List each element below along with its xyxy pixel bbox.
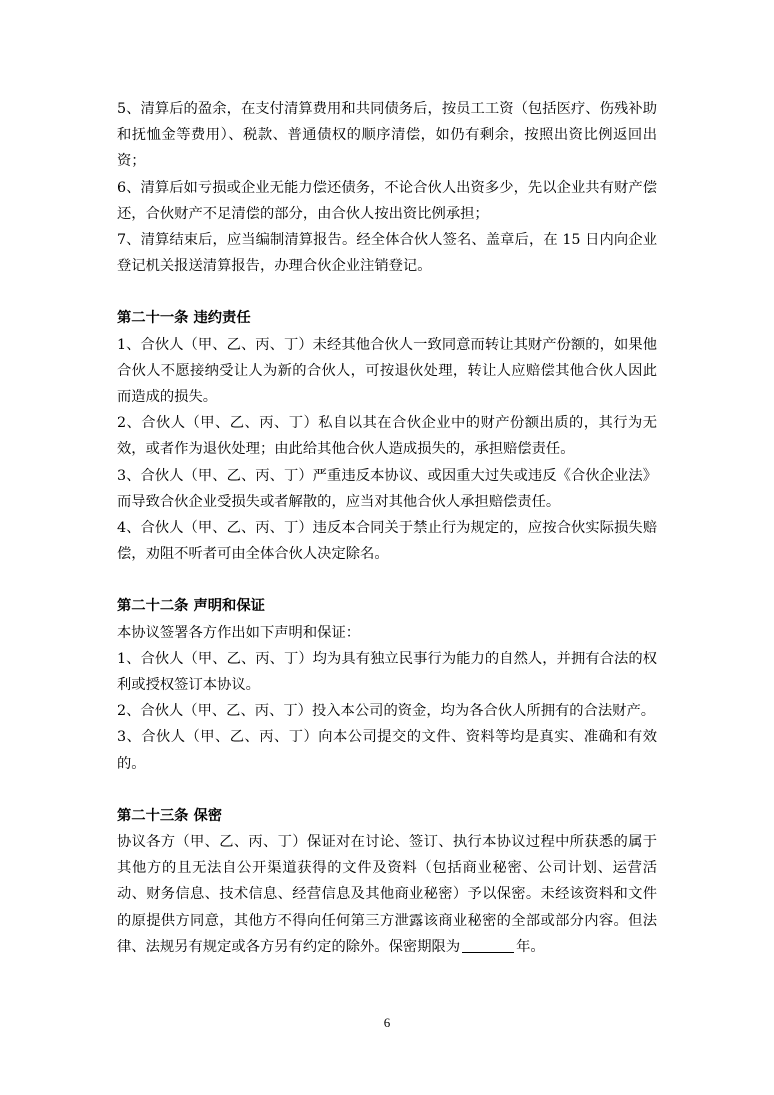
- article-heading: 第二十一条 违约责任: [117, 310, 251, 327]
- paragraph: 3、合伙人（甲、乙、丙、丁）严重违反本协议、或因重大过失或违反《合伙企业法》而导致合伙企业受损失或者解散的，应当对其他合伙人承担赔偿责任。: [117, 467, 657, 510]
- article-heading: 第二十二条 声明和保证: [117, 598, 265, 615]
- paragraph: 2、合伙人（甲、乙、丙、丁）私自以其在合伙企业中的财产份额出质的，其行为无效，或者作为退伙处理；由此给其他合伙人造成损失的，承担赔偿责任。: [117, 415, 657, 458]
- document-body: [117, 96, 657, 960]
- paragraph: 1、合伙人（甲、乙、丙、丁）均为具有独立民事行为能力的自然人，并拥有合法的权利或授权签订本协议。: [117, 650, 657, 694]
- paragraph: 3、合伙人（甲、乙、丙、丁）向本公司提交的文件、资料等均是真实、准确和有效的。: [117, 729, 657, 772]
- confidentiality-text: 协议各方（甲、乙、丙、丁）保证对在讨论、签订、执行本协议过程中所获悉的属于其他方的且无法自公开渠道获得的文件及资料（包括商业秘密、公司计划、运营活动、财务信息、技术信息、经营信息及其他商业秘密）予以保密。未经该资料和文件的原提供方同意，其他方不得向任何第三方泄露该商业秘密的全部或部分内容。但法律、法规另有规定或各方另有约定的除外。保密期限为: [117, 834, 657, 955]
- section-spacer: [117, 567, 657, 593]
- section-spacer: [117, 777, 657, 803]
- paragraph: 6、清算后如亏损或企业无能力偿还债务，不论合伙人出资多少，先以企业共有财产偿还，合伙财产不足清偿的部分，由合伙人按出资比例承担；: [117, 179, 657, 222]
- section-spacer: [117, 279, 657, 305]
- page-number: 6: [383, 1015, 391, 1030]
- paragraph: 4、合伙人（甲、乙、丙、丁）违反本合同关于禁止行为规定的，应按合伙实际损失赔偿，劝阻不听者可由全体合伙人决定除名。: [117, 520, 657, 563]
- paragraph: 5、清算后的盈余，在支付清算费用和共同债务后，按员工工资（包括医疗、伤残补助和抚恤金等费用）、税款、普通债权的顺序清偿，如仍有剩余，按照出资比例返回出资；: [117, 101, 657, 170]
- paragraph: 1、合伙人（甲、乙、丙、丁）未经其他合伙人一致同意而转让其财产份额的，如果他合伙人不愿接纳受让人为新的合伙人，可按退伙处理，转让人应赔偿其他合伙人因此而造成的损失。: [117, 336, 657, 406]
- paragraph: 本协议签署各方作出如下声明和保证：: [117, 624, 361, 641]
- fill-in-blank[interactable]: [462, 938, 514, 953]
- paragraph: 2、合伙人（甲、乙、丙、丁）投入本公司的资金，均为各合伙人所拥有的合法财产。: [117, 703, 656, 720]
- confidentiality-suffix: 年。: [516, 938, 545, 955]
- article-heading: 第二十三条 保密: [117, 807, 223, 824]
- paragraph: [117, 829, 657, 960]
- paragraph: 7、清算结束后，应当编制清算报告。经全体合伙人签名、盖章后，在 15 日内向企业登记机关报送清算报告，办理合伙企业注销登记。: [117, 232, 657, 275]
